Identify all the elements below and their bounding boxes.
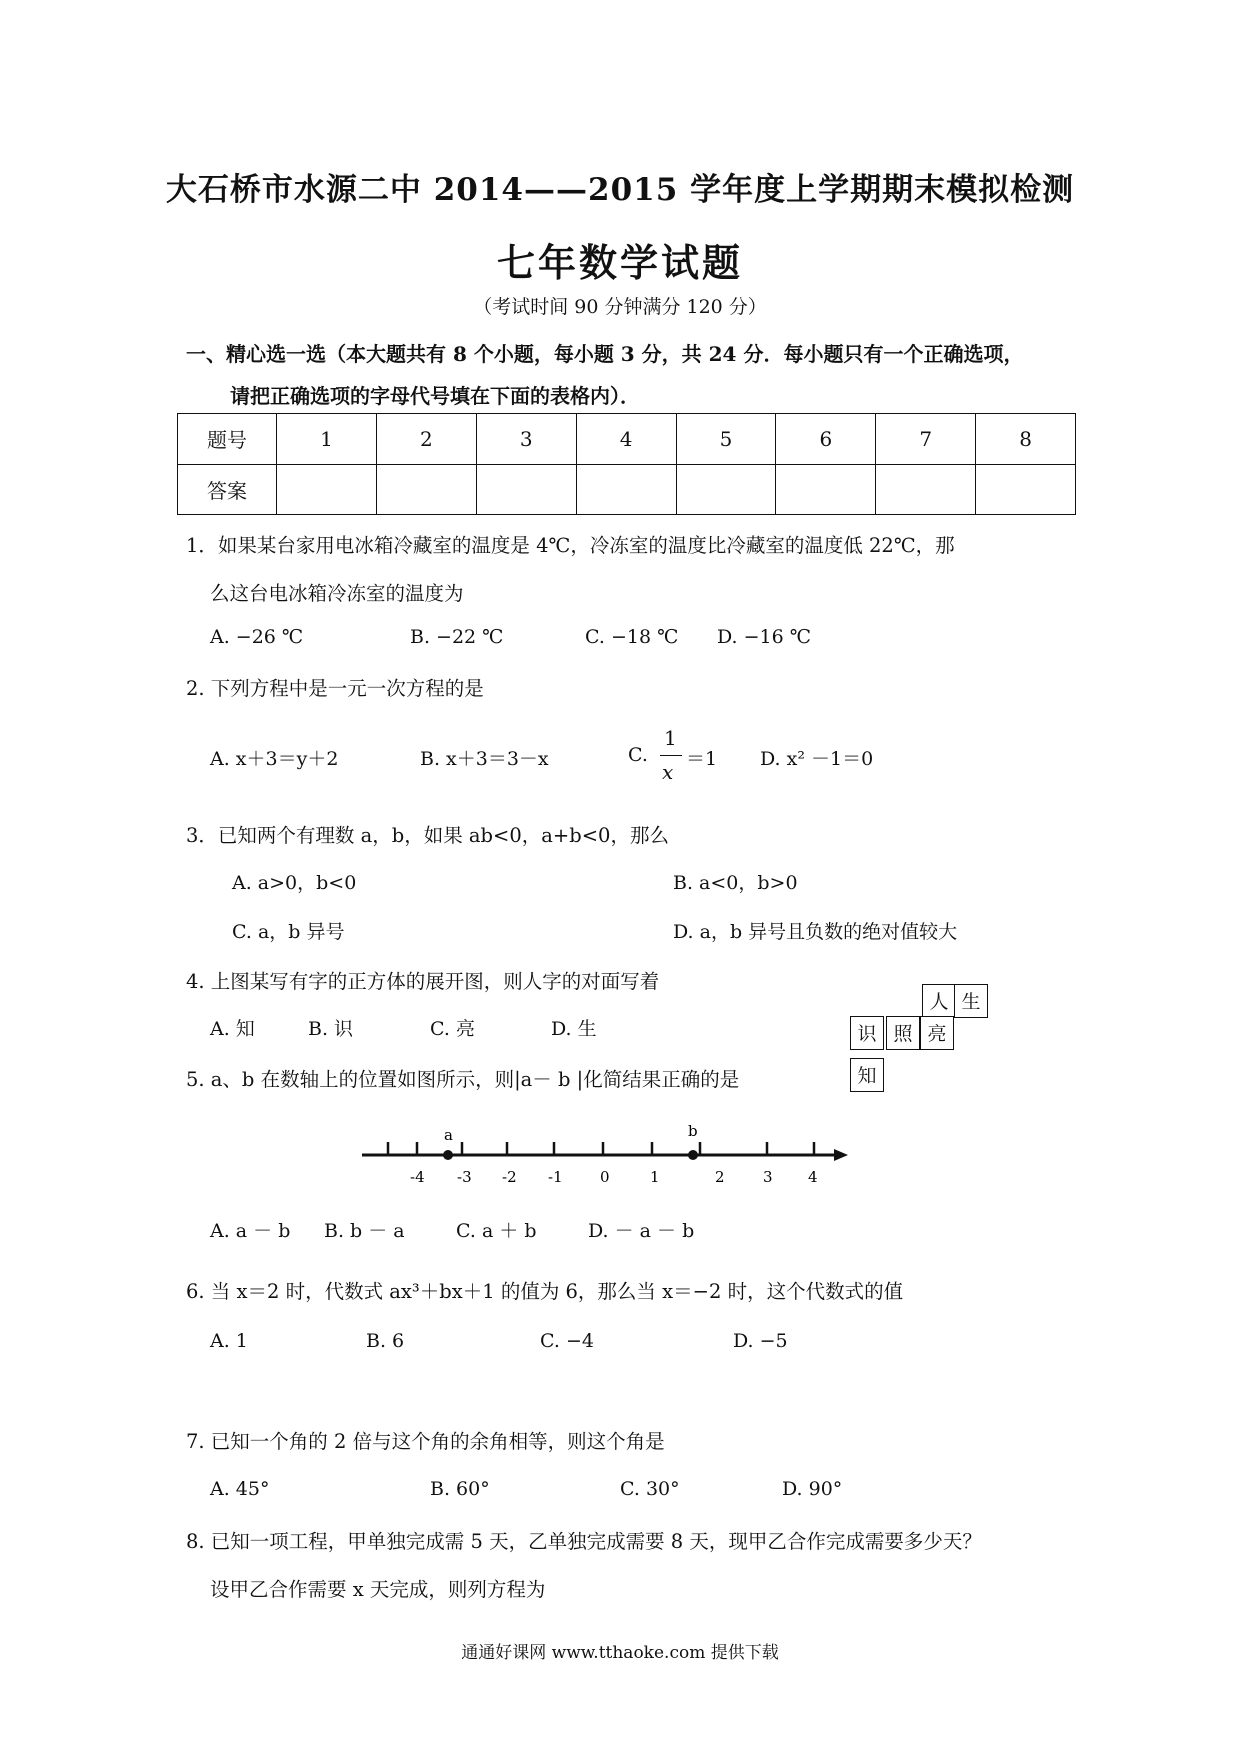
answer-cell[interactable] [676,464,776,515]
q2-option-b: B. x＋3＝3－x [420,748,549,770]
q2-option-c-rhs: ＝1 [686,748,718,770]
q1-option-a: A. −26 ℃ [210,626,304,648]
axis-arrow [834,1149,848,1161]
q3-option-b: B. a<0，b>0 [673,872,798,894]
q1-line1: 1．如果某台家用电冰箱冷藏室的温度是 4℃，冷冻室的温度比冷藏室的温度低 22℃，那 [186,534,955,557]
q4-option-d: D. 生 [551,1018,597,1040]
table-cell: 7 [876,414,976,465]
q6-option-a: A. 1 [210,1330,248,1352]
point-b-dot [688,1150,698,1160]
axis-label-neg4: -4 [410,1168,425,1186]
exam-info: （考试时间 90 分钟满分 120 分） [473,296,767,318]
q1-option-c: C. −18 ℃ [585,626,679,648]
q6-option-c: C. −4 [540,1330,594,1352]
q8-line2: 设甲乙合作需要 x 天完成，则列方程为 [210,1578,546,1601]
q2-option-c-denominator: x [662,760,674,784]
q2-option-a: A. x＋3＝y＋2 [210,748,339,770]
axis-label-3: 3 [763,1168,773,1186]
q6-option-b: B. 6 [366,1330,405,1352]
row-label-number: 题号 [178,414,277,465]
net-cell-ren: 人 [922,984,956,1018]
axis-label-0: 0 [600,1168,610,1186]
axis-label-neg1: -1 [548,1168,563,1186]
net-cell-liang: 亮 [920,1016,954,1050]
q6-stem: 6. 当 x＝2 时，代数式 ax³＋bx＋1 的值为 6，那么当 x＝−2 时，这个代数式的值 [186,1280,904,1303]
point-a-label: a [444,1126,453,1144]
q5-option-a: A. a － b [210,1220,291,1242]
answer-cell[interactable] [576,464,676,515]
net-cell-zhao: 照 [886,1016,920,1050]
table-row [178,464,1076,515]
row-label-answer: 答案 [178,464,277,515]
exam-subtitle: 七年数学试题 [496,240,743,285]
q7-option-d: D. 90° [782,1478,843,1500]
q1-option-b: B. −22 ℃ [410,626,504,648]
q4-option-b: B. 识 [308,1018,354,1040]
answer-cell[interactable] [277,464,377,515]
q2-option-c-numerator: 1 [664,726,677,750]
axis-label-1: 1 [650,1168,660,1186]
q7-stem: 7. 已知一个角的 2 倍与这个角的余角相等，则这个角是 [186,1430,665,1453]
q5-option-c: C. a ＋ b [456,1220,537,1242]
q2-option-d: D. x² －1＝0 [760,748,874,770]
axis-label-neg3: -3 [457,1168,472,1186]
q7-option-a: A. 45° [210,1478,270,1500]
axis-label-4: 4 [808,1168,818,1186]
section1-line2: 请把正确选项的字母代号填在下面的表格内）． [230,384,640,408]
table-cell: 1 [277,414,377,465]
exam-title: 大石桥市水源二中 2014——2015 学年度上学期期末模拟检测 [165,172,1075,208]
q4-option-a: A. 知 [210,1018,255,1040]
q7-option-b: B. 60° [430,1478,490,1500]
q3-stem: 3．已知两个有理数 a，b，如果 ab<0，a+b<0，那么 [186,824,669,847]
axis-label-neg2: -2 [502,1168,517,1186]
q5-stem: 5. a、b 在数轴上的位置如图所示，则|a－ b |化简结果正确的是 [186,1068,740,1091]
answer-table [177,413,1076,515]
q1-line2: 么这台电冰箱冷冻室的温度为 [210,582,464,605]
q6-option-d: D. −5 [733,1330,788,1352]
table-row [178,414,1076,465]
table-cell: 8 [976,414,1076,465]
q4-stem: 4. 上图某写有字的正方体的展开图，则人字的对面写着 [186,970,660,993]
q5-option-d: D. － a － b [588,1220,695,1242]
q2-option-c-prefix: C. [628,744,648,766]
q8-line1: 8. 已知一项工程，甲单独完成需 5 天，乙单独完成需要 8 天，现甲乙合作完成需要多少天？ [186,1530,982,1553]
answer-cell[interactable] [876,464,976,515]
q3-option-d: D. a，b 异号且负数的绝对值较大 [673,921,958,943]
table-cell: 4 [576,414,676,465]
axis-label-2: 2 [715,1168,725,1186]
q3-option-a: A. a>0，b<0 [232,872,357,894]
table-cell: 5 [676,414,776,465]
answer-cell[interactable] [376,464,476,515]
table-cell: 2 [376,414,476,465]
answer-cell[interactable] [476,464,576,515]
number-line [360,1120,850,1190]
net-cell-shi: 识 [850,1016,884,1050]
q3-option-c: C. a，b 异号 [232,921,345,943]
net-cell-zhi: 知 [850,1058,884,1092]
answer-cell[interactable] [976,464,1076,515]
q5-option-b: B. b － a [324,1220,405,1242]
fraction-bar [660,755,682,756]
footer: 通通好课网 www.tthaoke.com 提供下载 [461,1643,779,1663]
point-b-label: b [688,1122,698,1140]
q2-stem: 2. 下列方程中是一元一次方程的是 [186,677,484,700]
q4-option-c: C. 亮 [430,1018,475,1040]
section1-line1: 一、精心选一选（本大题共有 8 个小题，每小题 3 分，共 24 分．每小题只有一个正确选项， [186,342,1024,366]
q7-option-c: C. 30° [620,1478,680,1500]
table-cell: 3 [476,414,576,465]
answer-cell[interactable] [776,464,876,515]
table-cell: 6 [776,414,876,465]
q1-option-d: D. −16 ℃ [717,626,812,648]
net-cell-sheng: 生 [954,984,988,1018]
point-a-dot [443,1150,453,1160]
